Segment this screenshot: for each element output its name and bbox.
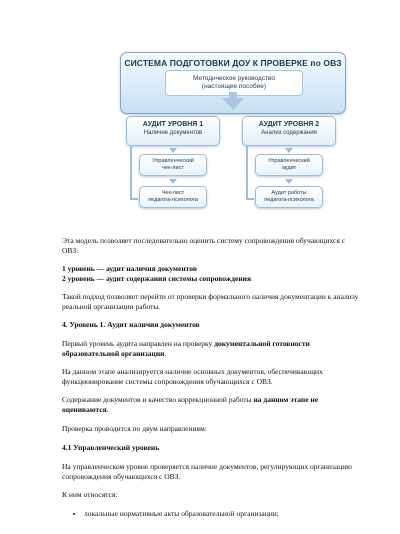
psychologist-checklist-line1: Чек-лист [161, 190, 185, 196]
audit-level-2-box [242, 116, 336, 146]
arrow-small-icon [169, 148, 177, 153]
paragraph-not-evaluated-start: Содержание документов и качество коррекционной работы [62, 395, 254, 404]
paragraph-approach-text: Такой подход позволяет перейти от проверки формального наличия документации к анализу реальной организации работы. [62, 292, 359, 311]
diagram-subtitle-line2: (настоящее пособие) [201, 83, 267, 90]
section-heading-4-1: 4.1 Управленческий уровень [62, 443, 160, 452]
connector-left [130, 146, 138, 200]
paragraph-directions [62, 424, 362, 434]
arrow-down-icon [222, 98, 244, 110]
audit-level-1-title: АУДИТ УРОВНЯ 1 [142, 121, 204, 128]
audit-level-2-title: АУДИТ УРОВНЯ 2 [258, 121, 320, 128]
psychologist-audit-line2: педагога-психолога [264, 197, 314, 203]
paragraph-model-text: Эта модель позволяет последовательно оценить систему сопровождения обучающихся с ОВЗ: [62, 236, 346, 255]
management-checklist-box [139, 154, 207, 176]
audit-level-1-subtitle: Наличие документов [143, 130, 203, 136]
management-audit-line2: аудит [281, 165, 297, 171]
diagram-subtitle-line1: Методическое руководство [192, 75, 276, 82]
paragraph-management-text: На управленческом уровне проверяется наличие документов, регулирующих организацию сопровождения обучающихся с ОВЗ. [62, 462, 352, 481]
paragraph-level1-end: . [164, 348, 167, 358]
paragraph-directions-text: Проверка проводится по двум направлениям: [62, 424, 207, 433]
arrow-small-icon [169, 179, 177, 184]
section-heading-4: 4. Уровень 1. Аудит наличия документов [62, 320, 200, 329]
level-1-line: 1 уровень — аудит наличия документов [62, 264, 197, 273]
paragraph-level1-purpose [62, 339, 362, 358]
bullet-list-items [62, 509, 362, 519]
diagram-title: СИСТЕМА ПОДГОТОВКИ ДОУ К ПРОВЕРКЕ по ОВЗ [124, 58, 342, 68]
psychologist-checklist-box [139, 186, 207, 208]
paragraph-not-evaluated-end: . [106, 404, 109, 414]
paragraph-analysis [62, 367, 362, 386]
audit-level-1-box [126, 116, 220, 146]
audit-level-2-subtitle: Анализ содержания [261, 130, 317, 136]
paragraph-include [62, 490, 362, 500]
paragraph-not-evaluated [62, 395, 362, 414]
paragraph-model [62, 236, 362, 255]
connector-right [246, 146, 254, 200]
list-item: • локальные нормативные акты образовательной организации; [84, 509, 362, 519]
arrow-small-icon [285, 148, 293, 153]
paragraph-approach [62, 292, 362, 311]
paragraph-analysis-text: На данном этапе анализируется наличие основных документов, обеспечивающих функционирование системы сопровождения обучающихся с ОВЗ. [62, 367, 323, 386]
management-checklist-line1: Управленческий [152, 158, 194, 164]
arrow-small-icon [285, 179, 293, 184]
system-diagram [112, 50, 350, 228]
paragraph-management [62, 462, 362, 481]
bullet-list [62, 509, 362, 519]
paragraph-level1-start: Первый уровень аудита направлен на проверку [62, 339, 215, 348]
management-audit-box [255, 154, 323, 176]
level-2-line: 2 уровень — аудит содержания системы сопровождения [62, 273, 252, 283]
psychologist-checklist-line2: педагога-психолога [148, 197, 198, 203]
levels-list [62, 264, 362, 283]
paragraph-level1-purpose-text [62, 339, 362, 358]
paragraph-not-evaluated-bold: на данном этапе не оцениваются [62, 395, 319, 414]
psychologist-audit-line1: Аудит работы [271, 190, 307, 196]
management-checklist-line2: чек-лист [162, 165, 184, 171]
management-audit-line1: Управленческий [268, 158, 310, 164]
paragraph-level1-bold: документальной готовности образовательной организации [62, 339, 310, 358]
psychologist-audit-box [255, 186, 323, 208]
paragraph-not-evaluated-text [62, 395, 362, 414]
paragraph-include-text: К ним относятся: [62, 490, 118, 499]
